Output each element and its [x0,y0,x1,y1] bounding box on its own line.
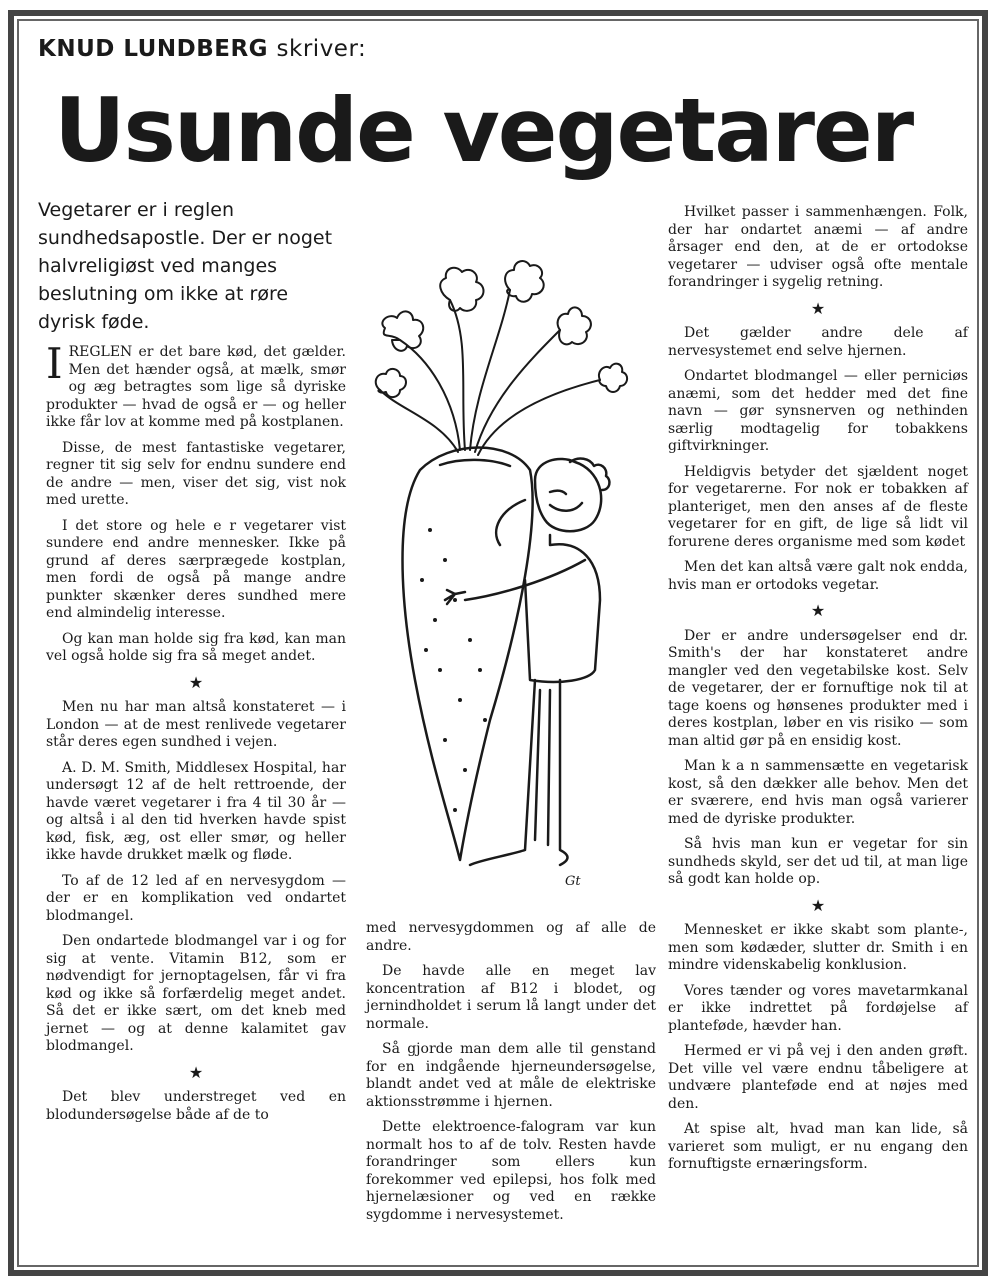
illustrator-signature: Gt [565,874,581,889]
col3-paragraph-11: Hermed er vi på vej i den anden grøft. Det ville vel være endnu tåbeligere at undvære planteføde end at nøjes med den. [668,1043,968,1112]
drop-cap: I [46,339,63,388]
col1-paragraph-7: To af de 12 led af en nervesygdom — der er en komplikation ved ondartet blodmangel. [46,872,346,924]
column-3 [668,204,968,1182]
col1-paragraph-2: Disse, de mest fantastiske vegetarer, regner tit sig selv for endnu sundere end de andre — men, viser det sig, vist nok med urette. [46,439,346,508]
lead-paragraph: Vegetarer er i reglen sundhedsapostle. Der er noget halvreligiøst ved manges beslutning om ikke at røre dyrisk føde. [38,199,333,333]
column-2 [366,920,656,1232]
col1-paragraph-4: Og kan man holde sig fra kød, kan man vel også holde sig fra så meget andet. [46,630,346,664]
col3-paragraph-3: Ondartet blodmangel — eller perniciøs anæmi, som det hedder med det fine navn — gør synsnerven og nethinden særlig modtagelig for tobakkens giftvirkninger. [668,368,968,454]
col2-paragraph-4: Dette elektroence-falogram var kun normalt hos to af de tolv. Resten havde forandringer som ellers kun forekommer ved epilepsi, hos folk med hjernelæsioner og ved en række sygdomme i nervesystemet. [366,1119,656,1223]
col1-paragraph-5: Men nu har man altså konstateret — i London — at de mest renlivede vegetarer står deres egen sundhed i vejen. [46,699,346,750]
carrot-body-icon [403,448,533,861]
col2-paragraph-3: Så gjorde man dem alle til genstand for en indgående hjerneundersøgelse, blandt andet ved at måle de elektriske aktionsstrømme i hjernen. [366,1041,656,1110]
byline-verb: skriver: [276,36,367,62]
section-star-4: ★ [810,601,826,620]
col3-paragraph-12: At spise alt, hvad man kan lide, så varieret som muligt, er nu engang den fornuftigste ernæringsform. [668,1121,968,1172]
col3-paragraph-4: Heldigvis betyder det sjældent noget for vegetarerne. For nok er tobakken af planteriget, men den anses af de fleste vegetarer for en gift, de lige så lidt vil forurene deres organisme med som kødet [668,463,968,550]
col3-paragraph-2: Det gælder andre dele af nervesystemet end selve hjernen. [668,325,968,359]
byline [38,36,366,62]
col3-paragraph-9: Mennesket er ikke skabt som plante-, men som kødæder, slutter dr. Smith i en mindre videnskabelig konklusion. [668,922,968,973]
byline-author: KNUD LUNDBERG [38,36,269,62]
section-star-2: ★ [188,1062,204,1082]
col3-paragraph-6: Der er andre undersøgelser end dr. Smith's der har konstateret andre mangler ved den vegetabilske kost. Selv de vegetarer, der er fornuftige nok til at tage koens og hønsenes produkter med i deres kostplan, løber en vis risiko — som man altid gør på en ensidig kost. [668,627,968,749]
headline: Usunde vegetarer [54,79,913,182]
col1-paragraph-8: Den ondartede blodmangel var i og for sig at vente. Vitamin B12, som er nødvendigt for jernoptagelsen, får vi fra kød og ikke så forfærdelig meget andet. Så det er ikke sært, om det kneb med jernet — og at denne kalamitet gav blodmangel. [46,933,346,1054]
col3-paragraph-7: Man k a n sammensætte en vegetarisk kost, så den dækker alle behov. Men det er sværere, end hvis man også varierer med de dyriske produkter. [668,758,968,827]
section-star-3: ★ [810,298,826,318]
col1-paragraph-1-text: REGLEN er det bare kød, det gælder. Men det hænder også, at mælk, smør og æg betragtes som lige så dyriske produkter — hvad de også er — og heller ikke får lov at komme med på kostplanen. [46,344,346,430]
col3-paragraph-5: Men det kan altså være galt nok endda, hvis man er ortodoks vegetar. [668,559,968,593]
carrot-leaves-icon [376,261,627,455]
col1-paragraph-9: Det blev understreget ved en blodundersøgelse både af de to [46,1089,346,1123]
col3-paragraph-8: Så hvis man kun er vegetar for sin sundheds skyld, ser det ud til, at man lige så godt kan holde op. [668,836,968,887]
col2-paragraph-2: De havde alle en meget lav koncentration af B12 i blodet, og jernindholdet i serum lå langt under det normale. [366,963,656,1032]
section-star-1: ★ [188,672,204,692]
section-star-5: ★ [810,895,826,915]
col1-paragraph-6: A. D. M. Smith, Middlesex Hospital, har undersøgt 12 af de helt rettroende, der havde været vegetarer i fra 4 til 30 år — og altså i al den tid hverken havde spist kød, fisk, æg, ost eller smør, og heller ikke havde drukket mælk og fløde. [46,759,346,863]
col3-paragraph-1: Hvilket passer i sammenhængen. Folk, der har ondartet anæmi — af andre årsager end den, at de er ortodokse vegetarer — udviser også ofte mentale forandringer i sygelig retning. [668,204,968,290]
col3-paragraph-10: Vores tænder og vores mavetarmkanal er ikke indrettet på fordøjelse af planteføde, hævder han. [668,982,968,1034]
carrot-illustration [360,200,660,900]
col1-paragraph-3: I det store og hele e r vegetarer vist sundere end andre mennesker. Ikke på grund af deres særprægede kostplan, men fordi de også på mange andre punkter skænker deres sundhed mere end almindelig interesse. [46,517,346,621]
col2-paragraph-1: med nervesygdommen og af alle de andre. [366,920,656,954]
col1-paragraph-1 [46,339,346,432]
column-1 [46,339,346,1132]
